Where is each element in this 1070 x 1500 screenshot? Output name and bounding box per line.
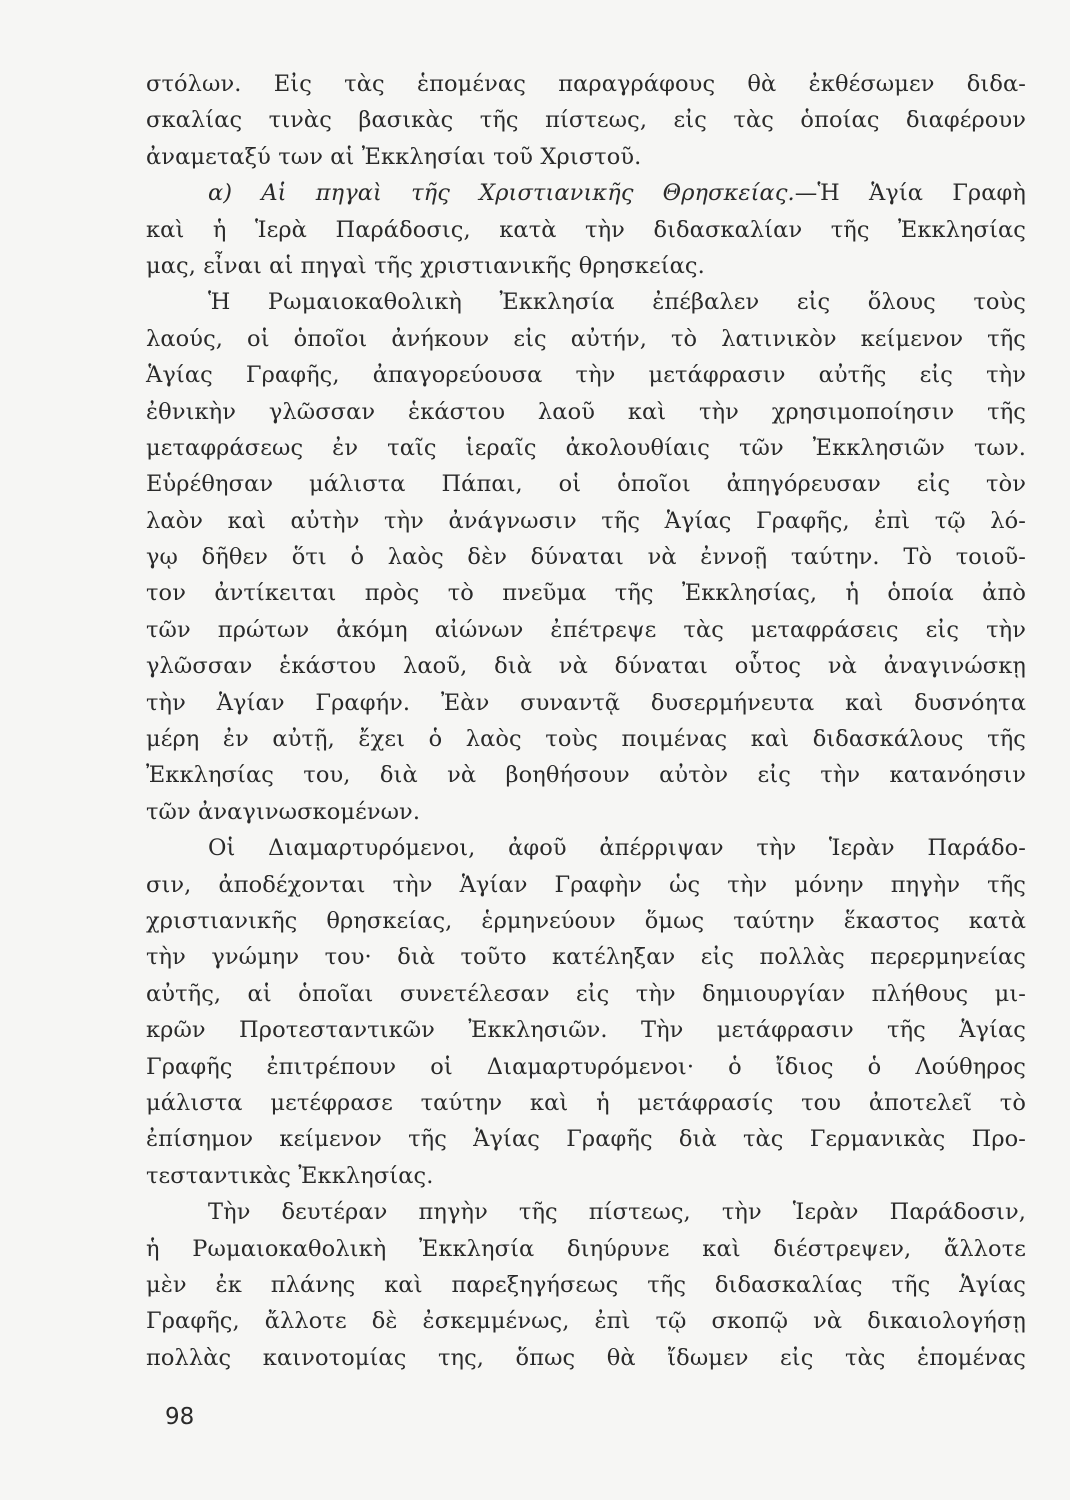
text-line: τῶν πρώτων ἀκόμη αἰώνων ἐπέτρεψε τὰς μεταφράσεις εἰς τὴν (146, 616, 1026, 643)
text-line: γλῶσσαν ἑκάστου λαοῦ, διὰ νὰ δύναται οὗτος νὰ ἀναγινώσκῃ (146, 653, 1026, 680)
section-heading-rest: —Ἡ Ἁγία Γραφὴ (794, 180, 1026, 207)
text-line: κρῶν Προτεσταντικῶν Ἐκκλησιῶν. Τὴν μετάφρασιν τῆς Ἁγίας (146, 1017, 1026, 1044)
text-line: Ἐκκλησίας του, διὰ νὰ βοηθήσουν αὐτὸν εἰς τὴν κατανόησιν (146, 762, 1026, 789)
text-line: μεταφράσεως ἐν ταῖς ἱεραῖς ἀκολουθίαις τῶν Ἐκκλησιῶν των. (146, 434, 1026, 461)
text-line: μέρη ἐν αὐτῇ, ἔχει ὁ λαὸς τοὺς ποιμένας καὶ διδασκάλους τῆς (146, 726, 1026, 753)
text-line: πολλὰς καινοτομίας της, ὅπως θὰ ἴδωμεν εἰς τὰς ἑπομένας (146, 1344, 1026, 1371)
text-line: τον ἀντίκειται πρὸς τὸ πνεῦμα τῆς Ἐκκλησίας, ἡ ὁποία ἀπὸ (146, 580, 1026, 607)
text-line: λαὸν καὶ αὐτὴν τὴν ἀνάγνωσιν τῆς Ἁγίας Γραφῆς, ἐπὶ τῷ λό- (146, 507, 1026, 534)
text-line: ἀναμεταξύ των αἱ Ἐκκλησίαι τοῦ Χριστοῦ. (146, 143, 642, 170)
paragraph-start-line: Ἡ Ρωμαιοκαθολικὴ Ἐκκλησία ἐπέβαλεν εἰς ὅλους τοὺς (208, 289, 1026, 316)
text-line: μας, εἶναι αἱ πηγαὶ τῆς χριστιανικῆς θρησκείας. (146, 252, 705, 279)
text-line: Γραφῆς ἐπιτρέπουν οἱ Διαμαρτυρόμενοι· ὁ ἴδιος ὁ Λούθηρος (146, 1053, 1026, 1080)
page-number: 98 (165, 1404, 195, 1430)
text-line: αὐτῆς, αἱ ὁποῖαι συνετέλεσαν εἰς τὴν δημιουργίαν πλήθους μι- (146, 980, 1026, 1007)
text-line: μὲν ἐκ πλάνης καὶ παρεξηγήσεως τῆς διδασκαλίας τῆς Ἁγίας (146, 1271, 1026, 1298)
text-line: στόλων. Εἰς τὰς ἑπομένας παραγράφους θὰ ἐκθέσωμεν διδα- (146, 71, 1026, 97)
text-line: λαούς, οἱ ὁποῖοι ἀνήκουν εἰς αὐτήν, τὸ λατινικὸν κείμενον τῆς (146, 325, 1026, 352)
text-line: ἡ Ρωμαιοκαθολικὴ Ἐκκλησία διηύρυνε καὶ διέστρεψεν, ἄλλοτε (146, 1235, 1026, 1262)
text-line: σιν, ἀποδέχονται τὴν Ἁγίαν Γραφὴν ὡς τὴν μόνην πηγὴν τῆς (146, 871, 1026, 898)
section-heading-line (146, 175, 1026, 211)
text-line: τεσταντικὰς Ἐκκλησίας. (146, 1162, 434, 1189)
text-line: τῶν ἀναγινωσκομένων. (146, 798, 421, 825)
section-heading: α) Αἱ πηγαὶ τῆς Χριστιανικῆς Θρησκείας. (208, 180, 795, 207)
text-line: χριστιανικῆς θρησκείας, ἑρμηνεύουν ὅμως ταύτην ἕκαστος κατὰ (146, 907, 1026, 934)
body-text (146, 66, 1026, 1376)
text-line: γῳ δῆθεν ὅτι ὁ λαὸς δὲν δύναται νὰ ἐννοῇ ταύτην. Τὸ τοιοῦ- (146, 544, 1026, 571)
text-line: Γραφῆς, ἄλλοτε δὲ ἐσκεμμένως, ἐπὶ τῷ σκοπῷ νὰ δικαιολογήσῃ (146, 1308, 1026, 1335)
text-line: ἐθνικὴν γλῶσσαν ἑκάστου λαοῦ καὶ τὴν χρησιμοποίησιν τῆς (146, 398, 1026, 425)
text-line: καὶ ἡ Ἱερὰ Παράδοσις, κατὰ τὴν διδασκαλίαν τῆς Ἐκκλησίας (146, 216, 1026, 243)
paragraph-start-line: Τὴν δευτέραν πηγὴν τῆς πίστεως, τὴν Ἱερὰν Παράδοσιν, (208, 1199, 1026, 1226)
text-line: Εὑρέθησαν μάλιστα Πάπαι, οἱ ὁποῖοι ἀπηγόρευσαν εἰς τὸν (146, 471, 1026, 498)
text-line: τὴν Ἁγίαν Γραφήν. Ἐὰν συναντᾷ δυσερμήνευτα καὶ δυσνόητα (146, 689, 1026, 716)
text-line: ἐπίσημον κείμενον τῆς Ἁγίας Γραφῆς διὰ τὰς Γερμανικὰς Προ- (146, 1126, 1026, 1153)
paragraph-start-line: Οἱ Διαμαρτυρόμενοι, ἀφοῦ ἀπέρριψαν τὴν Ἱερὰν Παράδο- (208, 835, 1026, 862)
text-line: τὴν γνώμην του· διὰ τοῦτο κατέληξαν εἰς πολλὰς περερμηνείας (146, 944, 1026, 971)
text-line: σκαλίας τινὰς βασικὰς τῆς πίστεως, εἰς τὰς ὁποίας διαφέρουν (146, 107, 1026, 134)
text-line: Ἁγίας Γραφῆς, ἀπαγορεύουσα τὴν μετάφρασιν αὐτῆς εἰς τὴν (146, 362, 1026, 389)
text-line: μάλιστα μετέφρασε ταύτην καὶ ἡ μετάφρασίς του ἀποτελεῖ τὸ (146, 1089, 1026, 1116)
